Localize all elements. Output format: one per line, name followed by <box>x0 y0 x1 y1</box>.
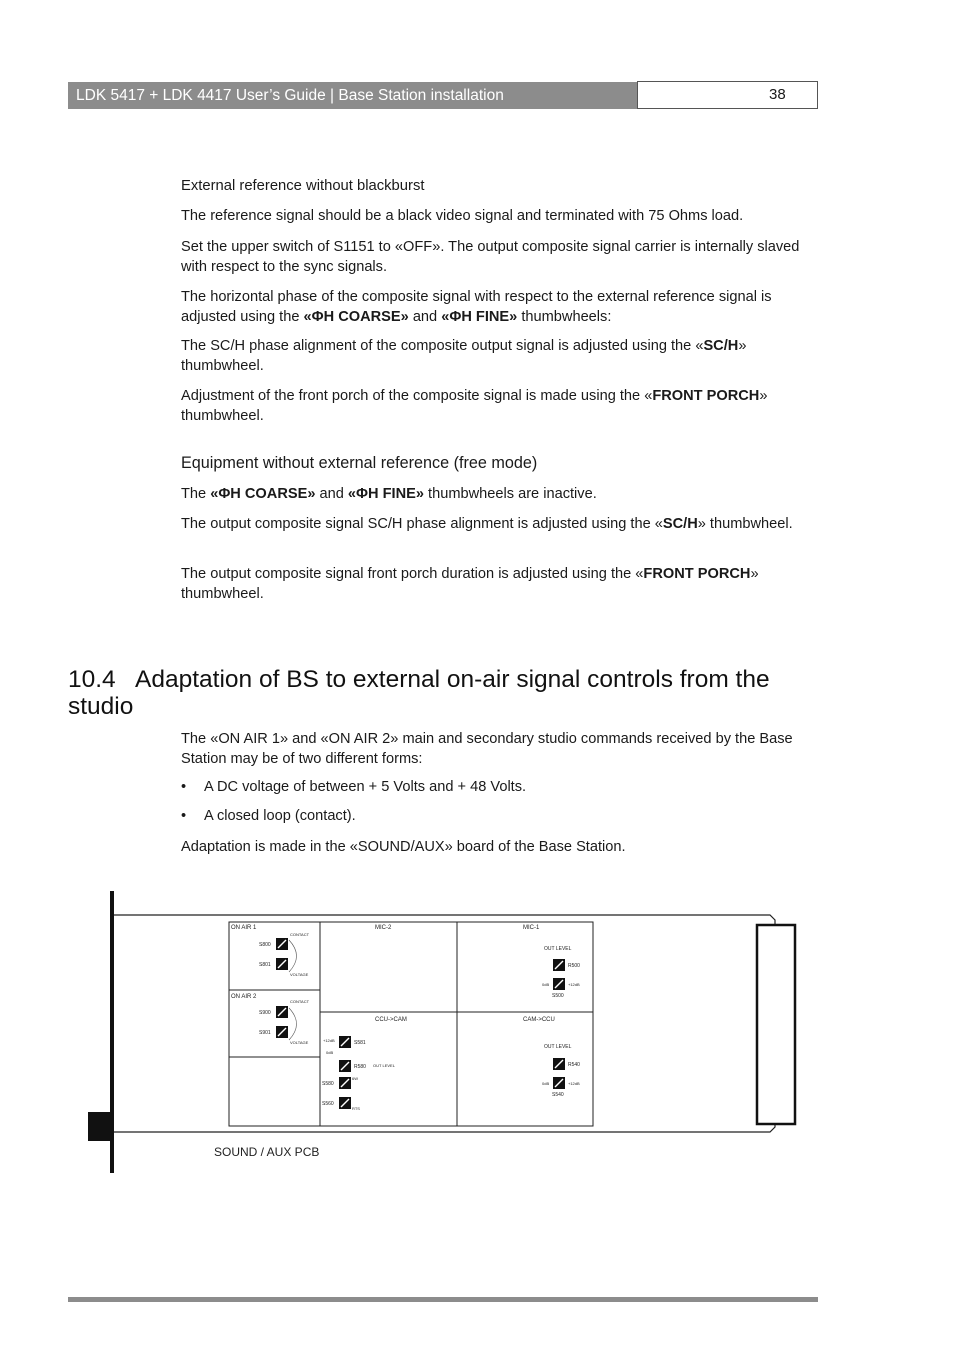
voltage-label: VOLTAGE <box>290 972 309 977</box>
free-mode-heading-block <box>181 454 821 474</box>
ext-ref-p3-a: The horizontal phase of the composite signal with respect to the external reference signal is adjusted using the <box>181 289 772 325</box>
ext-ref-p4-a: The SC/H phase alignment of the composite output signal is adjusted using the « <box>181 338 704 354</box>
s500-label: S500 <box>552 993 564 999</box>
free-sch-label: SC/H <box>662 516 698 532</box>
selector-arc <box>289 1008 297 1040</box>
switch-s581[interactable] <box>339 1036 351 1048</box>
s901-label: S901 <box>259 1030 271 1036</box>
potentiometer-r540[interactable] <box>553 1058 565 1070</box>
free-mode-p3-c: » thumbwheel. <box>181 566 759 602</box>
ext-ref-section <box>181 177 821 197</box>
s580-label: S580 <box>322 1081 334 1087</box>
bullet-text: A DC voltage of between + 5 Volts and + 48 Volts. <box>204 779 527 795</box>
s801-label: S801 <box>259 962 271 968</box>
ext-ref-heading: External reference without blackburst <box>181 178 425 194</box>
free-mode-heading: Equipment without external reference (free mode) <box>181 454 538 472</box>
board-outline <box>114 915 775 1132</box>
r580-label: R580 <box>354 1064 366 1070</box>
ext-ref-p4 <box>181 337 821 376</box>
zero-db-label: 0dB <box>542 1081 550 1086</box>
free-mode-p1-c: and <box>315 486 348 502</box>
s800-label: S800 <box>259 942 271 948</box>
free-mode-p3-a: The output composite signal front porch duration is adjusted using the « <box>181 566 644 582</box>
contact-label: CONTACT <box>290 932 310 937</box>
ext-ref-p2 <box>181 238 821 277</box>
section-title <box>68 666 828 720</box>
r540-label: R540 <box>568 1062 580 1068</box>
ext-ref-p4-c: » thumbwheel. <box>181 338 747 374</box>
footer-rule <box>68 1297 818 1302</box>
section-number: 10.4 <box>68 666 116 693</box>
pcb-label: SOUND / AUX PCB <box>214 1145 320 1159</box>
switch-s900[interactable] <box>276 1006 288 1018</box>
bullet-dot: • <box>181 779 187 795</box>
ext-ref-p5-c: » thumbwheel. <box>181 388 768 424</box>
free-mode-p2-a: The output composite signal SC/H phase alignment is adjusted using the « <box>181 516 663 532</box>
ext-ref-p3-c: and <box>408 308 442 325</box>
s900-label: S900 <box>259 1010 271 1016</box>
front-porch-label: FRONT PORCH <box>652 388 760 404</box>
bullet-text: A closed loop (contact). <box>204 808 356 824</box>
sch-label: SC/H <box>703 338 739 354</box>
rts-label: RTS <box>352 1106 360 1111</box>
page-number: 38 <box>769 86 786 103</box>
free-mode-p3 <box>181 565 821 604</box>
ext-ref-p1 <box>181 207 821 227</box>
bullet-dot: • <box>181 808 187 824</box>
plus12db-label: +12dB <box>323 1038 335 1043</box>
switch-s540[interactable] <box>553 1077 565 1089</box>
ext-ref-p3 <box>181 288 821 327</box>
section-intro-text: The «ON AIR 1» and «ON AIR 2» main and secondary studio commands received by the Base Station may be of two different forms: <box>181 731 793 767</box>
on-air-2-label: ON AIR 2 <box>231 994 257 1000</box>
potentiometer-r500[interactable] <box>553 959 565 971</box>
section-outro-text: Adaptation is made in the «SOUND/AUX» board of the Base Station. <box>181 839 626 855</box>
on-air-1-label: ON AIR 1 <box>231 925 257 931</box>
page-number-box <box>637 81 818 109</box>
switch-s901[interactable] <box>276 1026 288 1038</box>
connector-block <box>757 925 795 1124</box>
section-outro <box>181 838 821 858</box>
voltage-label: VOLTAGE <box>290 1040 309 1045</box>
free-mode-p1-d: thumbwheels are inactive. <box>423 486 597 502</box>
mic1-label: MIC-1 <box>523 925 540 931</box>
ph-fine-label: «ΦH FINE» <box>441 308 518 325</box>
ext-ref-p2-text: Set the upper switch of S1151 to «OFF». The output composite signal carrier is internally slaved with respect to the sync signals. <box>181 239 800 275</box>
front-panel-handle <box>88 1112 112 1141</box>
s581-label: S581 <box>354 1040 366 1046</box>
components-area <box>229 922 593 1126</box>
ccu-cam-label: CCU->CAM <box>375 1017 407 1023</box>
r500-label: R500 <box>568 963 580 969</box>
free-front-porch-label: FRONT PORCH <box>643 566 751 582</box>
ext-ref-p3-d: thumbwheels: <box>517 308 612 325</box>
s560-label: S560 <box>322 1101 334 1107</box>
section-title-text: Adaptation of BS to external on-air signal controls from the studio <box>68 666 770 720</box>
header-title: LDK 5417 + LDK 4417 User’s Guide | Base Station installation <box>68 82 637 109</box>
switch-s801[interactable] <box>276 958 288 970</box>
switch-s560[interactable] <box>339 1097 351 1109</box>
out-level-small-label: OUT LEVEL <box>373 1063 395 1068</box>
sw-label: 6W <box>352 1076 358 1081</box>
out-level-label: OUT LEVEL <box>544 1044 572 1050</box>
free-ph-coarse-label: «ΦH COARSE» <box>210 486 316 502</box>
switch-s580[interactable] <box>339 1077 351 1089</box>
section-intro <box>181 730 821 769</box>
free-ph-fine-label: «ΦH FINE» <box>347 486 424 502</box>
plus12db-label: +12dB <box>568 982 580 987</box>
s540-label: S540 <box>552 1092 564 1098</box>
free-mode-p1 <box>181 485 821 505</box>
switch-s500[interactable] <box>553 978 565 990</box>
free-mode-p2-c: » thumbwheel. <box>697 516 793 532</box>
mic2-label: MIC-2 <box>375 925 392 931</box>
zero-db-label: 0dB <box>326 1050 334 1055</box>
free-mode-p2 <box>181 515 821 535</box>
potentiometer-r580[interactable] <box>339 1060 351 1072</box>
plus12db-label: +12dB <box>568 1081 580 1086</box>
switch-s800[interactable] <box>276 938 288 950</box>
free-mode-p1-a: The <box>181 486 211 502</box>
out-level-label: OUT LEVEL <box>544 946 572 952</box>
contact-label: CONTACT <box>290 999 310 1004</box>
ext-ref-p1-text: The reference signal should be a black video signal and terminated with 75 Ohms load. <box>181 208 744 224</box>
selector-arc <box>289 940 297 972</box>
zero-db-label: 0dB <box>542 982 550 987</box>
ph-coarse-label: «ΦH COARSE» <box>303 308 409 325</box>
cam-ccu-label: CAM->CCU <box>523 1017 555 1023</box>
ext-ref-p5 <box>181 387 821 426</box>
ext-ref-p5-a: Adjustment of the front porch of the composite signal is made using the « <box>181 388 653 404</box>
